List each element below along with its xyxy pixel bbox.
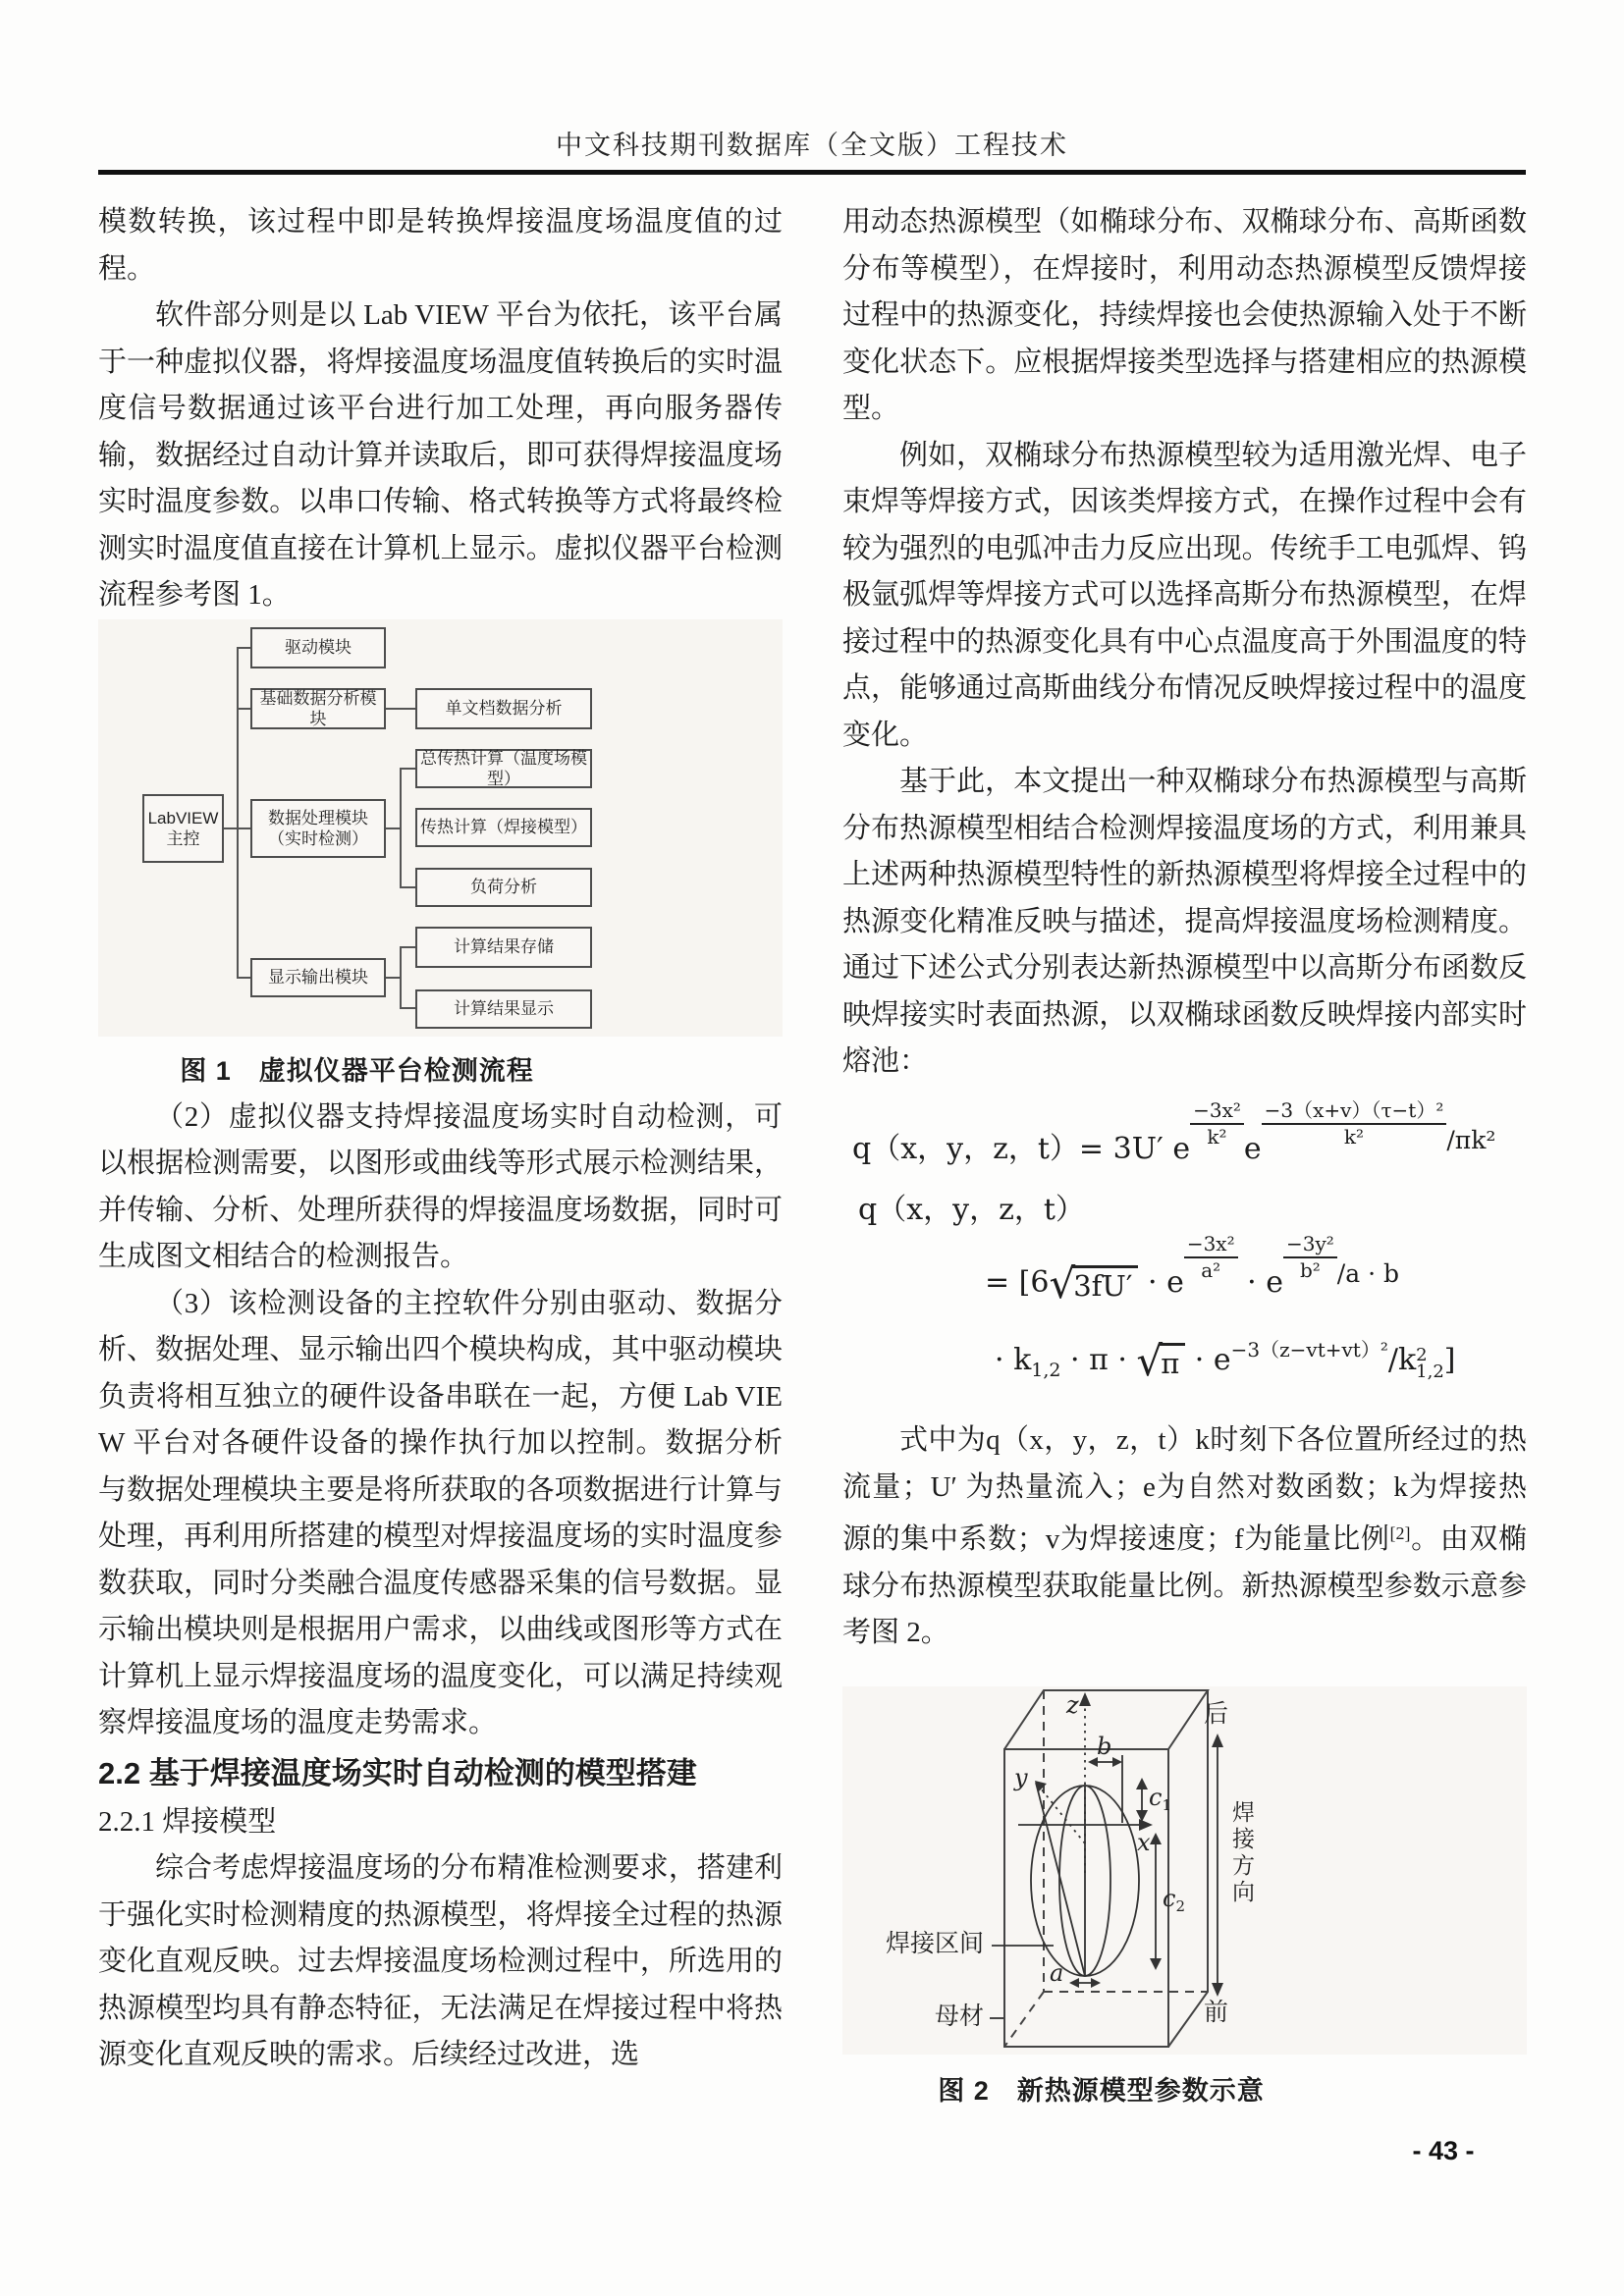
connector-line [400, 946, 415, 948]
flow-box-label: 显示输出模块 [268, 968, 368, 987]
equation-term: 3fU′ [1071, 1265, 1138, 1301]
equation-term: b² [1299, 1258, 1321, 1282]
equation-term: /k [1387, 1343, 1417, 1377]
dimension-label-b: b [1097, 1732, 1112, 1760]
equation-gauss-surface-heat-source [842, 1086, 1527, 1187]
connector-line [237, 977, 250, 979]
figure1-caption: 图 1 虚拟仪器平台检测流程 [180, 1055, 534, 1086]
axis-label-x: x [1137, 1828, 1151, 1856]
section-heading-2-2-1: 2.2.1 焊接模型 [98, 1805, 277, 1838]
exponent-fraction [1184, 1233, 1238, 1282]
flow-box-label: 负荷分析 [470, 878, 537, 896]
equation-term: q（x，y，z，t）= 3U′ [852, 1131, 1173, 1166]
equation-term: · e [1185, 1343, 1231, 1377]
flow-box-single-doc-analysis [415, 688, 592, 729]
equation-term: k² [1343, 1124, 1365, 1148]
dimension-label-c1 [1149, 1785, 1171, 1818]
paragraph-text: 。由双椭球分布热源模型获取能量比例。新热源模型参数示意参考图 2。 [842, 1523, 1527, 1648]
dimension-label-sub: 2 [1175, 1896, 1185, 1915]
equation-term: = [6 [985, 1265, 1050, 1300]
dimension-label-sub: 1 [1162, 1795, 1171, 1814]
equation-term: e [1166, 1265, 1184, 1300]
axis-label-z: z [1066, 1690, 1079, 1719]
connector-line [400, 946, 402, 1009]
connector-line [386, 977, 401, 979]
radical-sign: √ [1049, 1259, 1076, 1308]
sup-sub-stack [1416, 1347, 1444, 1380]
paragraph: （2）虚拟仪器支持焊接温度场实时自动检测，可以根据检测需要，以图形或曲线等形式展示检测结果，并传输、分析、处理所获得的焊接温度场数据，同时可生成图文相结合的检测报告。 [98, 1100, 783, 1272]
connector-line [400, 768, 402, 888]
dimension-label-c2 [1163, 1886, 1185, 1919]
equation-term: /a · b [1336, 1259, 1399, 1288]
flow-box-display-output-module [250, 958, 386, 997]
connector-line [400, 886, 415, 888]
flow-box-result-storage [415, 927, 592, 968]
figure2-caption: 图 2 新热源模型参数示意 [938, 2075, 1265, 2106]
flow-box-load-analysis [415, 868, 592, 907]
equation-double-ellipsoid-line3 [842, 1320, 1527, 1400]
flow-box-label: 单文档数据分析 [445, 699, 563, 718]
flow-box-labview-root [142, 794, 224, 863]
equation-double-ellipsoid-line2 [842, 1233, 1527, 1320]
flow-box-label: 数据处理模块 [268, 808, 368, 828]
paragraph-text: 式中为q（x，y，z，t）k时刻下各位置所经过的热流量；U′ 为热量流入；e为自然对数函数；k为焊接热源的集中系数；v为焊接速度；f为能量比例 [842, 1424, 1527, 1555]
connector-line [237, 708, 250, 710]
heat-source-model-drawing [842, 1686, 1527, 2055]
paragraph: 综合考虑焊接温度场的分布精准检测要求，搭建利于强化实时检测精度的热源模型，将焊接全过程的热源变化直观反映。过去焊接温度场检测过程中，所选用的热源模型均具有静态特征，无法满足在焊接过程中将热源变化直观反映的需求。后续经过改进，选 [98, 1852, 783, 2070]
left-column [98, 199, 783, 2079]
equation-term: −3x² [1184, 1233, 1238, 1258]
connector-line [237, 647, 250, 649]
connector-line [400, 768, 415, 770]
connector-line [386, 828, 401, 829]
superscript: 2 [1416, 1345, 1428, 1365]
subscript: 1,2 [1031, 1360, 1061, 1381]
dimension-label-text: c [1149, 1783, 1163, 1811]
connector-line [237, 647, 239, 979]
label-welding-direction: 焊接方向 [1229, 1799, 1254, 1906]
paragraph: 模数转换，该过程中即是转换焊接温度场温度值的过程。 [98, 206, 783, 285]
label-rear: 后 [1204, 1700, 1229, 1728]
exponent-fraction [1262, 1099, 1447, 1148]
paragraph: 基于此，本文提出一种双椭球分布热源模型与高斯分布热源模型相结合检测焊接温度场的方式，利用兼具上述两种热源模型特性的新热源模型将焊接全过程中的热源变化精准反映与描述，提高焊接温度场检测精度。通过下述公式分别表达新热源模型中以高斯分布函数反映焊接实时表面热源，以双椭球函数反映焊接内部实时熔池： [842, 766, 1527, 1077]
exponent: −3（z−vt+vt）² [1230, 1338, 1388, 1362]
header-rule [98, 170, 1526, 175]
citation-reference: [2] [1389, 1523, 1411, 1543]
equation-term: · [1237, 1265, 1267, 1300]
radical-sign: √ [1136, 1337, 1164, 1385]
flow-box-label: 基础数据分析模块 [259, 688, 377, 728]
equation-term: e [1243, 1131, 1262, 1166]
label-base-metal: 母材 [935, 2002, 985, 2030]
connector-line [386, 708, 415, 710]
exponent-fraction [1283, 1233, 1337, 1282]
axis-label-y: y [1014, 1763, 1028, 1791]
equation-term: a² [1201, 1258, 1221, 1282]
flow-box-total-heat-calc [415, 749, 592, 788]
equation-term: e [1266, 1265, 1283, 1300]
flow-box-label: 总传热计算（温度场模型） [420, 748, 587, 788]
paragraph: （3）该检测设备的主控软件分别由驱动、数据分析、数据处理、显示输出四个模块构成，其中驱动模块负责将相互独立的硬件设备串联在一起，方便 Lab VIEW 平台对各硬件设备的操作执行加以控制。数据分析与数据处理模块主要是将所获取的各项数据进行计算与处理，再利用所搭建的模型对焊接温度场的实时温度参数获取，同时分类融合温度传感器采集的信号数据。显示输出模块则是根据用户需求，以曲线或图形等方式在计算机上显示焊接温度场的温度变化，可以满足持续观察焊接温度场的温度走势需求。 [98, 1287, 783, 1738]
paragraph: 用动态热源模型（如椭球分布、双椭球分布、高斯函数分布等模型），在焊接时，利用动态热源模型反馈焊接过程中的热源变化，持续焊接也会使热源输入处于不断变化状态下。应根据焊接类型选择与搭建相应的热源模型。 [842, 206, 1527, 424]
flow-box-basic-data-analysis-module [250, 688, 386, 729]
flow-box-label: 传热计算（焊接模型） [420, 818, 587, 836]
paragraph [842, 1417, 1527, 1657]
equation-term: ] [1443, 1343, 1456, 1377]
connector-line [224, 828, 237, 829]
flow-box-label: 计算结果存储 [454, 937, 554, 956]
flow-box-label: 计算结果显示 [454, 999, 554, 1018]
square-root [1136, 1337, 1185, 1385]
connector-line [400, 1007, 415, 1009]
flow-box-label: 驱动模块 [285, 638, 352, 657]
journal-header-title: 中文科技期刊数据库（全文版）工程技术 [556, 131, 1068, 160]
equation-term: q（x，y，z，t） [858, 1192, 1085, 1227]
equation-term: k² [1207, 1124, 1227, 1148]
equation-double-ellipsoid-lhs [842, 1187, 1527, 1234]
heat-source-model-figure [842, 1686, 1527, 2055]
subscript: 1,2 [1416, 1362, 1444, 1382]
square-root [1049, 1259, 1138, 1308]
equation-term: −3x² [1190, 1099, 1244, 1125]
dimension-label-a: a [1050, 1958, 1064, 1987]
flow-box-heat-transfer-calc [415, 808, 592, 847]
label-front: 前 [1204, 1999, 1229, 2026]
dimension-label-text: c [1163, 1884, 1176, 1912]
equation-term: · [1138, 1265, 1167, 1300]
equation-term: · k [995, 1343, 1032, 1377]
flow-box-label: 主控 [166, 828, 200, 848]
label-weld-zone: 焊接区间 [886, 1930, 985, 1957]
equation-term: π [1159, 1343, 1185, 1378]
section-heading-2-2: 2.2 基于焊接温度场实时自动检测的模型搭建 [98, 1755, 697, 1790]
equation-term: e [1172, 1131, 1191, 1166]
flow-box-driver-module [250, 627, 386, 668]
flow-box-data-processing-module [250, 799, 386, 858]
exponent-fraction [1190, 1099, 1244, 1148]
flow-box-result-display [415, 989, 592, 1029]
flow-box-label: LabVIEW [147, 808, 219, 828]
flow-box-label: （实时检测） [268, 828, 368, 848]
paragraph: 软件部分则是以 Lab VIEW 平台为依托，该平台属于一种虚拟仪器，将焊接温度场温度值转换后的实时温度信号数据通过该平台进行加工处理，再向服务器传输，数据经过自动计算并读取后，即可获得焊接温度场实时温度参数。以串口传输、格式转换等方式将最终检测实时温度值直接在计算机上显示。虚拟仪器平台检测流程参考图 1。 [98, 299, 783, 611]
page-number: - 43 - [1412, 2136, 1475, 2165]
connector-line [237, 828, 250, 829]
equation-term: · π · [1060, 1343, 1137, 1377]
virtual-instrument-flowchart [98, 619, 783, 1037]
equation-term: −3（x+v）（τ−t）² [1262, 1099, 1447, 1125]
right-column [842, 199, 1527, 2114]
equation-term: /πk² [1446, 1125, 1496, 1154]
paragraph: 例如，双椭球分布热源模型较为适用激光焊、电子束焊等焊接方式，因该类焊接方式，在操作过程中会有较为强烈的电弧冲击力反应出现。传统手工电弧焊、钨极氩弧焊等焊接方式可以选择高斯分布热源模型，在焊接过程中的热源变化具有中心点温度高于外围温度的特点，能够通过高斯曲线分布情况反映焊接过程中的温度变化。 [842, 439, 1527, 751]
equation-term: −3y² [1283, 1233, 1337, 1258]
